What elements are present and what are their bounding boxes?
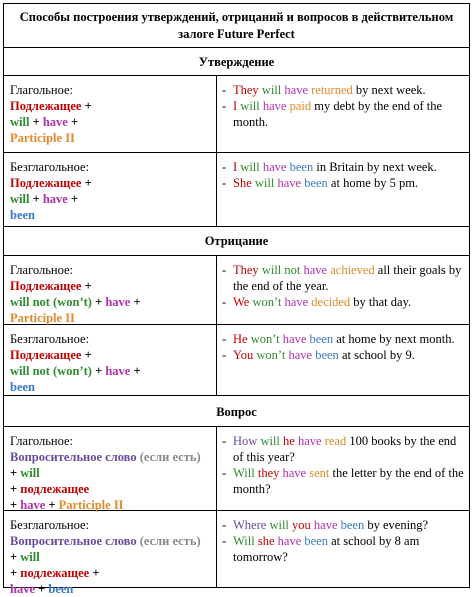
- plus-sign: +: [10, 482, 18, 496]
- example-item: - They will have returned by next week.: [222, 83, 426, 97]
- formula-neg-nonverbal: [4, 325, 217, 395]
- formula-q-nonverbal: [4, 511, 217, 596]
- plus-sign: +: [10, 550, 18, 564]
- formula-subject: Подлежащее: [10, 279, 82, 293]
- example-item: - They will not have achieved all their goals by the end of the year.: [222, 263, 462, 293]
- table-row-aff-nonverbal: [4, 153, 469, 227]
- formula-participle: Participle II: [10, 131, 75, 145]
- formula-will: will: [10, 115, 30, 129]
- examples-aff-nonverbal: [217, 153, 469, 226]
- formula-subject: подлежащее: [20, 482, 90, 496]
- example-item: - He won’t have been at home by next month.: [222, 332, 455, 346]
- formula-have: have: [105, 364, 131, 378]
- formula-participle: Participle II: [10, 311, 75, 325]
- table-row-q-nonverbal: [4, 511, 469, 596]
- formula-subject: Подлежащее: [10, 99, 82, 113]
- example-item: - How will he have read 100 books by the end of this year?: [222, 434, 457, 464]
- plus-sign: +: [48, 498, 56, 512]
- formula-label: Глагольное:: [10, 263, 74, 277]
- formula-have: have: [10, 582, 35, 596]
- section-negative: Отрицание: [4, 227, 469, 256]
- formula-label: Глагольное:: [10, 434, 74, 448]
- table-title: Способы построения утверждений, отрицаний и вопросов в действительном залоге Future Perfect: [4, 4, 469, 48]
- formula-have: have: [42, 115, 68, 129]
- example-item: - I will have paid my debt by the end of the month.: [222, 99, 443, 129]
- plus-sign: +: [10, 498, 18, 512]
- plus-sign: +: [84, 279, 92, 293]
- formula-neg-verbal: [4, 256, 217, 324]
- example-item: - I will have been in Britain by next week.: [222, 160, 437, 174]
- formula-been: been: [48, 582, 74, 596]
- examples-neg-nonverbal: [217, 325, 469, 395]
- plus-sign: +: [95, 295, 103, 309]
- formula-question-word: Вопросительное слово: [10, 534, 137, 548]
- formula-aff-nonverbal: [4, 153, 217, 226]
- example-item: - You won’t have been at school by 9.: [222, 348, 415, 362]
- formula-label: Глагольное:: [10, 83, 74, 97]
- formula-been: been: [10, 380, 35, 394]
- formula-question-word: Вопросительное слово: [10, 450, 137, 464]
- grammar-table: [3, 3, 470, 596]
- plus-sign: +: [70, 115, 79, 129]
- formula-been: been: [10, 208, 35, 222]
- formula-subject: Подлежащее: [10, 176, 82, 190]
- plus-sign: +: [32, 115, 40, 129]
- formula-aff-verbal: [4, 76, 217, 152]
- plus-sign: +: [84, 176, 92, 190]
- formula-will-not: will not (won’t): [10, 295, 92, 309]
- plus-sign: +: [133, 295, 141, 309]
- section-question: Вопрос: [4, 396, 469, 427]
- examples-aff-verbal: [217, 76, 469, 152]
- formula-label: Безглагольное:: [10, 160, 90, 174]
- table-row-neg-verbal: [4, 256, 469, 325]
- formula-will: will: [10, 192, 30, 206]
- examples-q-nonverbal: [217, 511, 469, 587]
- formula-label: Безглагольное:: [10, 518, 90, 532]
- formula-will: will: [20, 466, 40, 480]
- table-row-neg-nonverbal: [4, 325, 469, 396]
- formula-if-any: (если есть): [139, 450, 201, 464]
- plus-sign: +: [92, 566, 100, 580]
- example-item: - Will she have been at school by 8 am tomorrow?: [222, 534, 420, 564]
- formula-if-any: (если есть): [139, 534, 201, 548]
- example-item: - Where will you have been by evening?: [222, 518, 429, 532]
- example-item: - Will they have sent the letter by the end of the month?: [222, 466, 464, 496]
- formula-q-verbal: [4, 427, 217, 510]
- plus-sign: +: [70, 192, 79, 206]
- formula-participle: Participle II: [58, 498, 124, 512]
- plus-sign: +: [95, 364, 103, 378]
- section-affirmative: Утверждение: [4, 48, 469, 76]
- formula-will-not: will not (won’t): [10, 364, 92, 378]
- plus-sign: +: [10, 466, 18, 480]
- table-row-aff-verbal: [4, 76, 469, 153]
- example-item: - We won’t have decided by that day.: [222, 295, 412, 309]
- plus-sign: +: [10, 566, 18, 580]
- examples-neg-verbal: [217, 256, 469, 324]
- formula-have: have: [105, 295, 131, 309]
- plus-sign: +: [84, 99, 92, 113]
- plus-sign: +: [133, 364, 141, 378]
- examples-q-verbal: [217, 427, 469, 510]
- formula-have: have: [20, 498, 46, 512]
- formula-label: Безглагольное:: [10, 332, 90, 346]
- formula-will: will: [20, 550, 40, 564]
- formula-have: have: [42, 192, 68, 206]
- formula-subject: подлежащее: [20, 566, 90, 580]
- plus-sign: +: [84, 348, 92, 362]
- formula-subject: Подлежащее: [10, 348, 82, 362]
- plus-sign: +: [38, 582, 46, 596]
- example-item: - She will have been at home by 5 pm.: [222, 176, 419, 190]
- table-row-q-verbal: [4, 427, 469, 511]
- plus-sign: +: [32, 192, 40, 206]
